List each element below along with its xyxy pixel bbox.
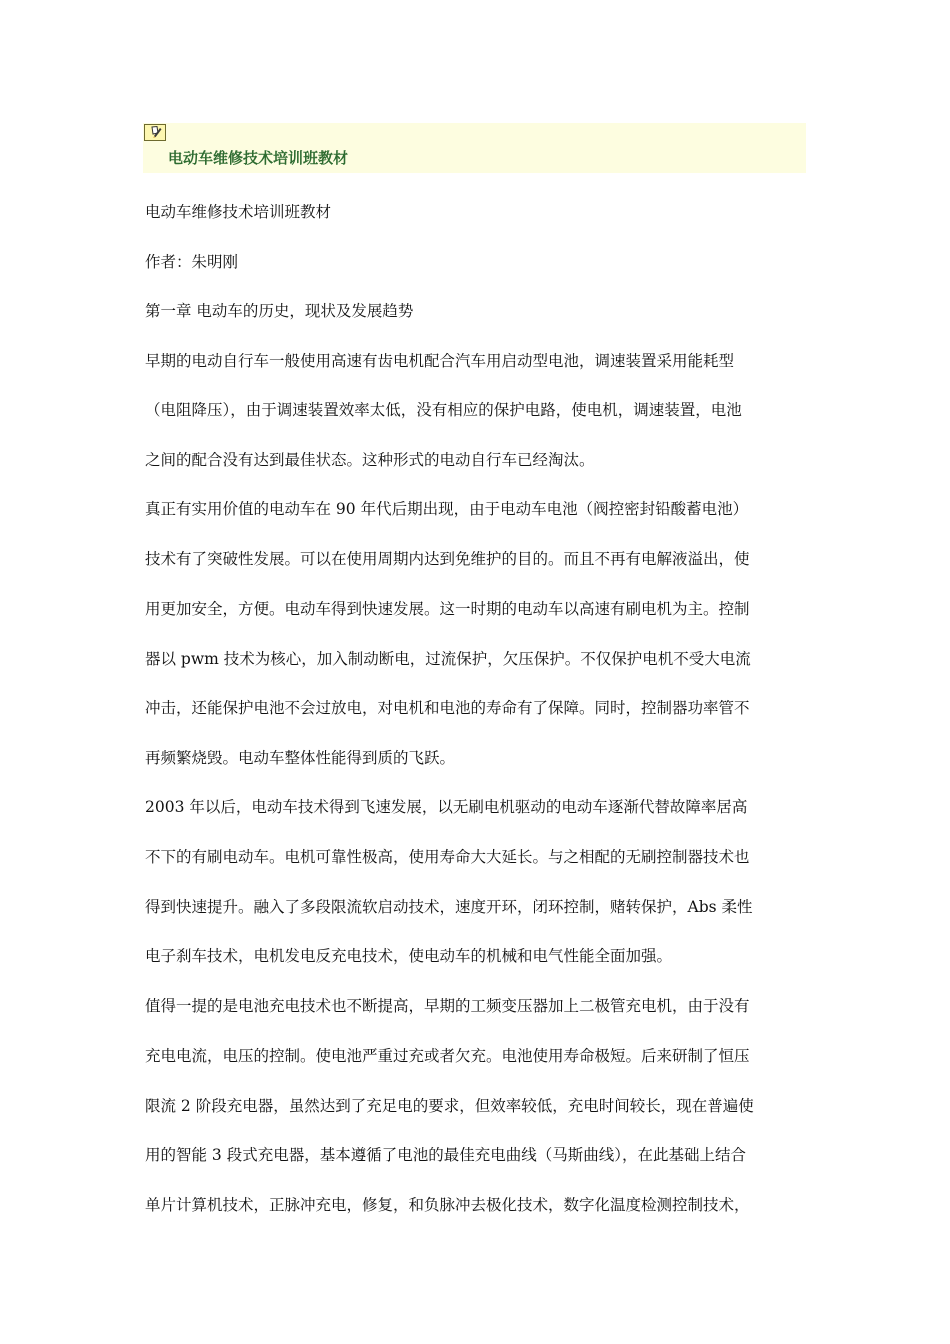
author-line: 作者：朱明刚: [145, 253, 239, 271]
paragraph-line: 充电电流，电压的控制。使电池严重过充或者欠充。电池使用寿命极短。后来研制了恒压: [145, 1047, 750, 1065]
paragraph-line: 单片计算机技术，正脉冲充电，修复，和负脉冲去极化技术，数字化温度检测控制技术，: [145, 1196, 750, 1214]
chapter-heading: 第一章 电动车的历史，现状及发展趋势: [145, 302, 414, 320]
paragraph-line: 用的智能 3 段式充电器，基本遵循了电池的最佳充电曲线（马斯曲线），在此基础上结合: [145, 1146, 746, 1164]
document-pencil-icon: [144, 124, 166, 141]
paragraph-line: 限流 2 阶段充电器，虽然达到了充足电的要求，但效率较低，充电时间较长，现在普遍使: [145, 1097, 754, 1115]
paragraph-line: 之间的配合没有达到最佳状态。这种形式的电动自行车已经淘汰。: [145, 451, 595, 469]
paragraph-line: 冲击，还能保护电池不会过放电，对电机和电池的寿命有了保障。同时，控制器功率管不: [145, 699, 750, 717]
paragraph-line: 不下的有刷电动车。电机可靠性极高，使用寿命大大延长。与之相配的无刷控制器技术也: [145, 848, 750, 866]
paragraph-line: 器以 pwm 技术为核心，加入制动断电，过流保护，欠压保护。不仅保护电机不受大电流: [145, 650, 751, 668]
paragraph-line: 值得一提的是电池充电技术也不断提高，早期的工频变压器加上二极管充电机，由于没有: [145, 997, 750, 1015]
header-title[interactable]: 电动车维修技术培训班教材: [168, 149, 349, 167]
paragraph-line: 再频繁烧毁。电动车整体性能得到质的飞跃。: [145, 749, 456, 767]
paragraph-line: 真正有实用价值的电动车在 90 年代后期出现，由于电动车电池（阀控密封铅酸蓄电池）: [145, 500, 749, 518]
document-header-box: [143, 123, 806, 173]
paragraph-line: 早期的电动自行车一般使用高速有齿电机配合汽车用启动型电池，调速装置采用能耗型: [145, 352, 735, 370]
paragraph-line: 用更加安全，方便。电动车得到快速发展。这一时期的电动车以高速有刷电机为主。控制: [145, 600, 750, 618]
paragraph-line: （电阻降压），由于调速装置效率太低，没有相应的保护电路，使电机，调速装置，电池: [145, 401, 742, 419]
paragraph-line: 电子刹车技术，电机发电反充电技术，使电动车的机械和电气性能全面加强。: [145, 947, 673, 965]
paragraph-line: 2003 年以后，电动车技术得到飞速发展，以无刷电机驱动的电动车逐渐代替故障率居高: [145, 798, 748, 816]
doc-title-line: 电动车维修技术培训班教材: [145, 203, 332, 221]
paragraph-line: 得到快速提升。融入了多段限流软启动技术，速度开环，闭环控制，赌转保护，Abs 柔性: [145, 898, 753, 916]
paragraph-line: 技术有了突破性发展。可以在使用周期内达到免维护的目的。而且不再有电解液溢出，使: [145, 550, 750, 568]
